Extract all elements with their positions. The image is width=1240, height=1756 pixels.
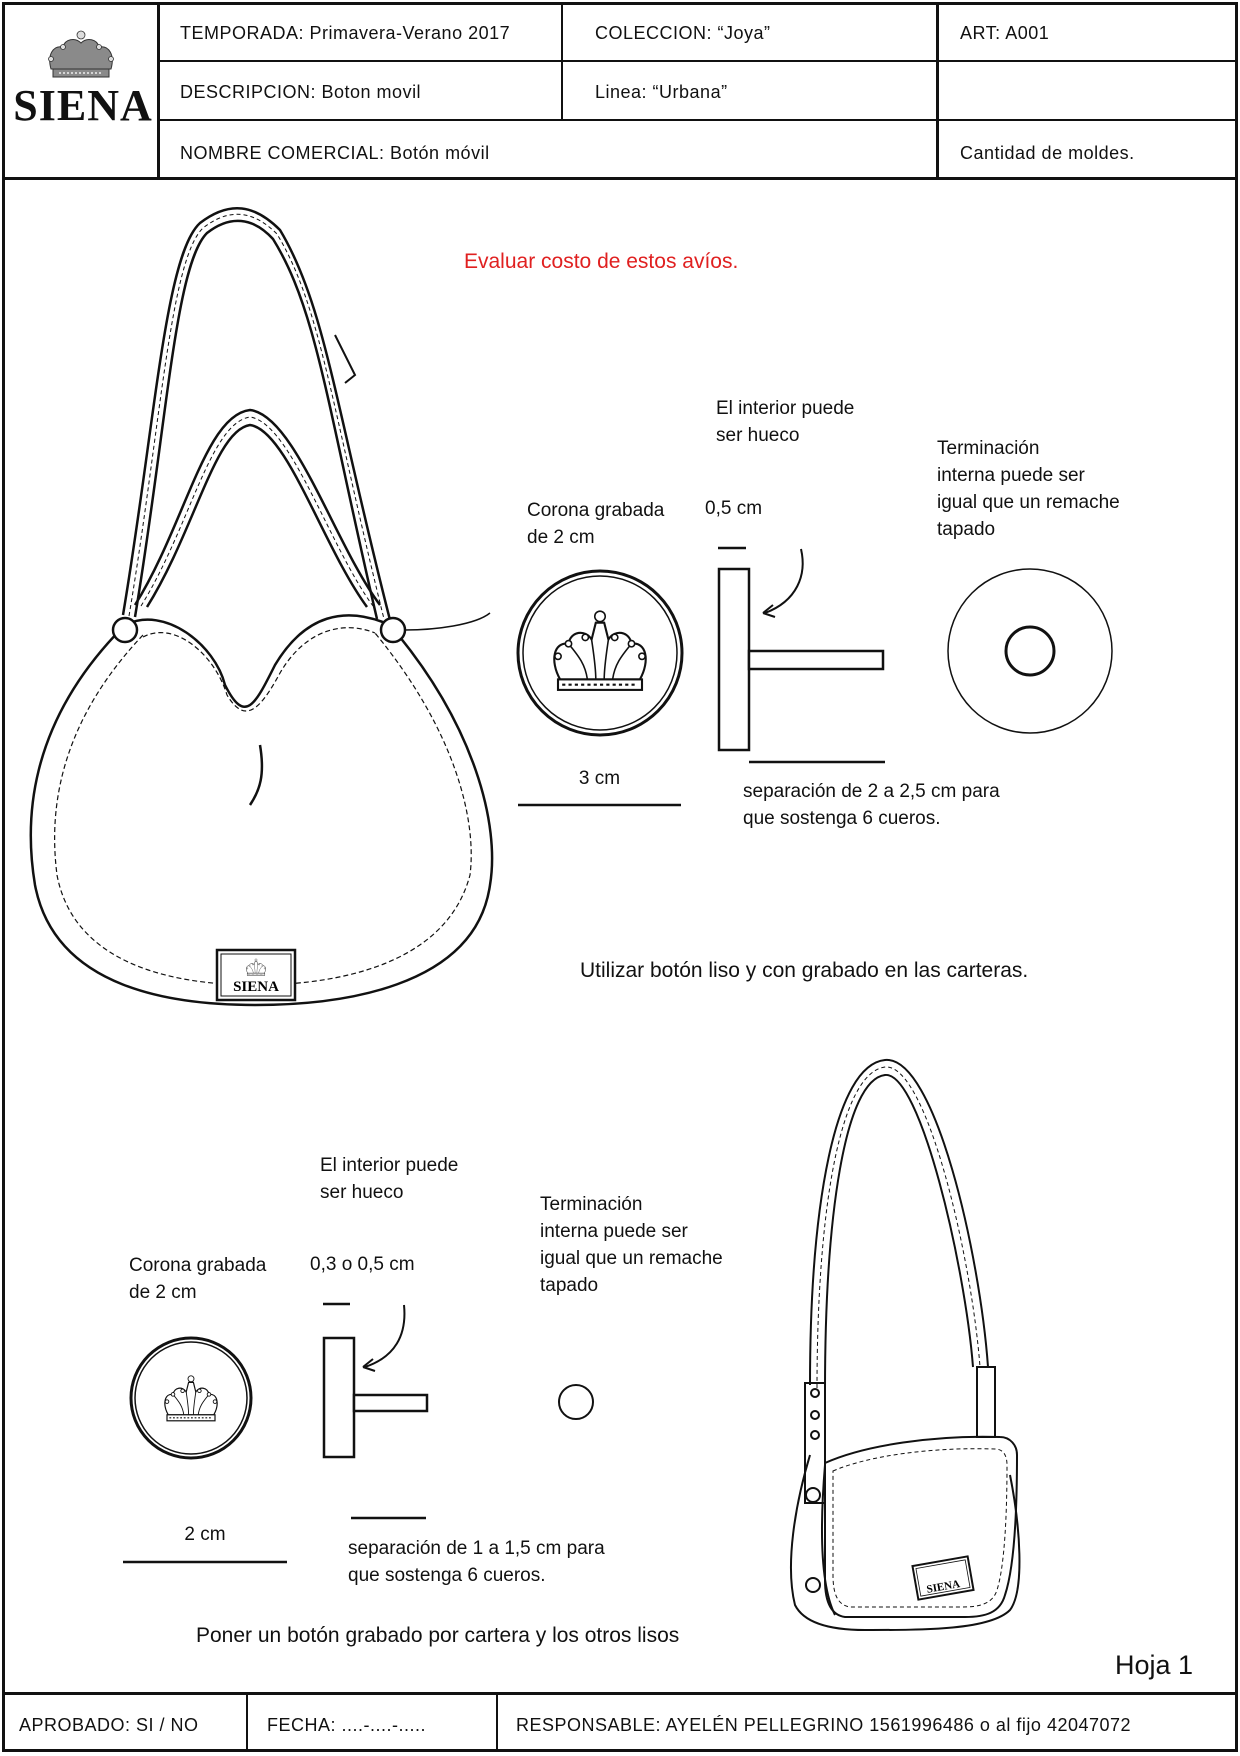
- crown-engraving-icon: [554, 611, 645, 690]
- footer-divider-2: [496, 1693, 498, 1749]
- interior-note-2: El interior puede ser hueco: [320, 1155, 459, 1203]
- footer-top-border: [5, 1692, 1235, 1695]
- instruction-2: Poner un botón grabado por cartera y los otros lisos: [196, 1624, 680, 1647]
- thickness-label-2: 0,3 o 0,5 cm: [310, 1254, 415, 1275]
- diameter-label-1: 3 cm: [578, 768, 621, 789]
- hobo-label-text: SIENA: [233, 979, 279, 995]
- crossbody-bag-drawing: [791, 1060, 1019, 1630]
- fecha-field: FECHA: ....-....-.....: [267, 1715, 427, 1735]
- terminacion-note-1: Terminación interna puede ser igual que un remache tapado: [937, 438, 1120, 540]
- nombre-comercial-field: NOMBRE COMERCIAL: Botón móvil: [180, 143, 490, 163]
- crossbody-label-text: SIENA: [925, 1578, 961, 1596]
- cost-note: Evaluar costo de estos avíos.: [464, 250, 739, 273]
- corona-note-2: Corona grabada de 2 cm: [129, 1255, 267, 1303]
- thickness-label-1: 0,5 cm: [705, 498, 763, 519]
- descripcion-field: DESCRIPCION: Boton movil: [180, 82, 422, 102]
- crown-engraving-small-icon: [165, 1376, 217, 1421]
- hobo-bag-drawing: [31, 208, 492, 1005]
- button-side-view-small: [323, 1304, 427, 1518]
- linea-field: Linea: “Urbana”: [595, 82, 728, 102]
- coleccion-field: COLECCION: “Joya”: [595, 23, 771, 43]
- instruction-1: Utilizar botón liso y con grabado en las carteras.: [580, 959, 1029, 982]
- temporada-field: TEMPORADA: Primavera-Verano 2017: [180, 23, 511, 43]
- footer-divider-1: [246, 1693, 248, 1749]
- button-back-view-small: [559, 1385, 593, 1419]
- aprobado-field: APROBADO: SI / NO: [19, 1715, 199, 1735]
- separacion-note-2: separación de 1 a 1,5 cm para que sostenga 6 cueros.: [348, 1538, 605, 1586]
- tech-sheet: [2, 2, 1238, 1752]
- responsable-field: RESPONSABLE: AYELÉN PELLEGRINO 1561996486 o al fijo 42047072: [516, 1715, 1132, 1735]
- separacion-note-1: separación de 2 a 2,5 cm para que sostenga 6 cueros.: [743, 781, 1000, 829]
- logo-wordmark: SIENA: [13, 81, 153, 130]
- corona-note-1: Corona grabada de 2 cm: [527, 500, 665, 548]
- cantidad-moldes-field: Cantidad de moldes.: [960, 143, 1135, 163]
- diameter-label-2: 2 cm: [184, 1524, 226, 1545]
- button-back-view-large: [948, 569, 1112, 733]
- terminacion-note-2: Terminación interna puede ser igual que un remache tapado: [540, 1194, 723, 1296]
- button-side-view-large: [718, 548, 885, 762]
- interior-note-1: El interior puede ser hueco: [716, 398, 855, 446]
- sheet-number: Hoja 1: [1115, 1650, 1194, 1680]
- art-field: ART: A001: [960, 23, 1050, 43]
